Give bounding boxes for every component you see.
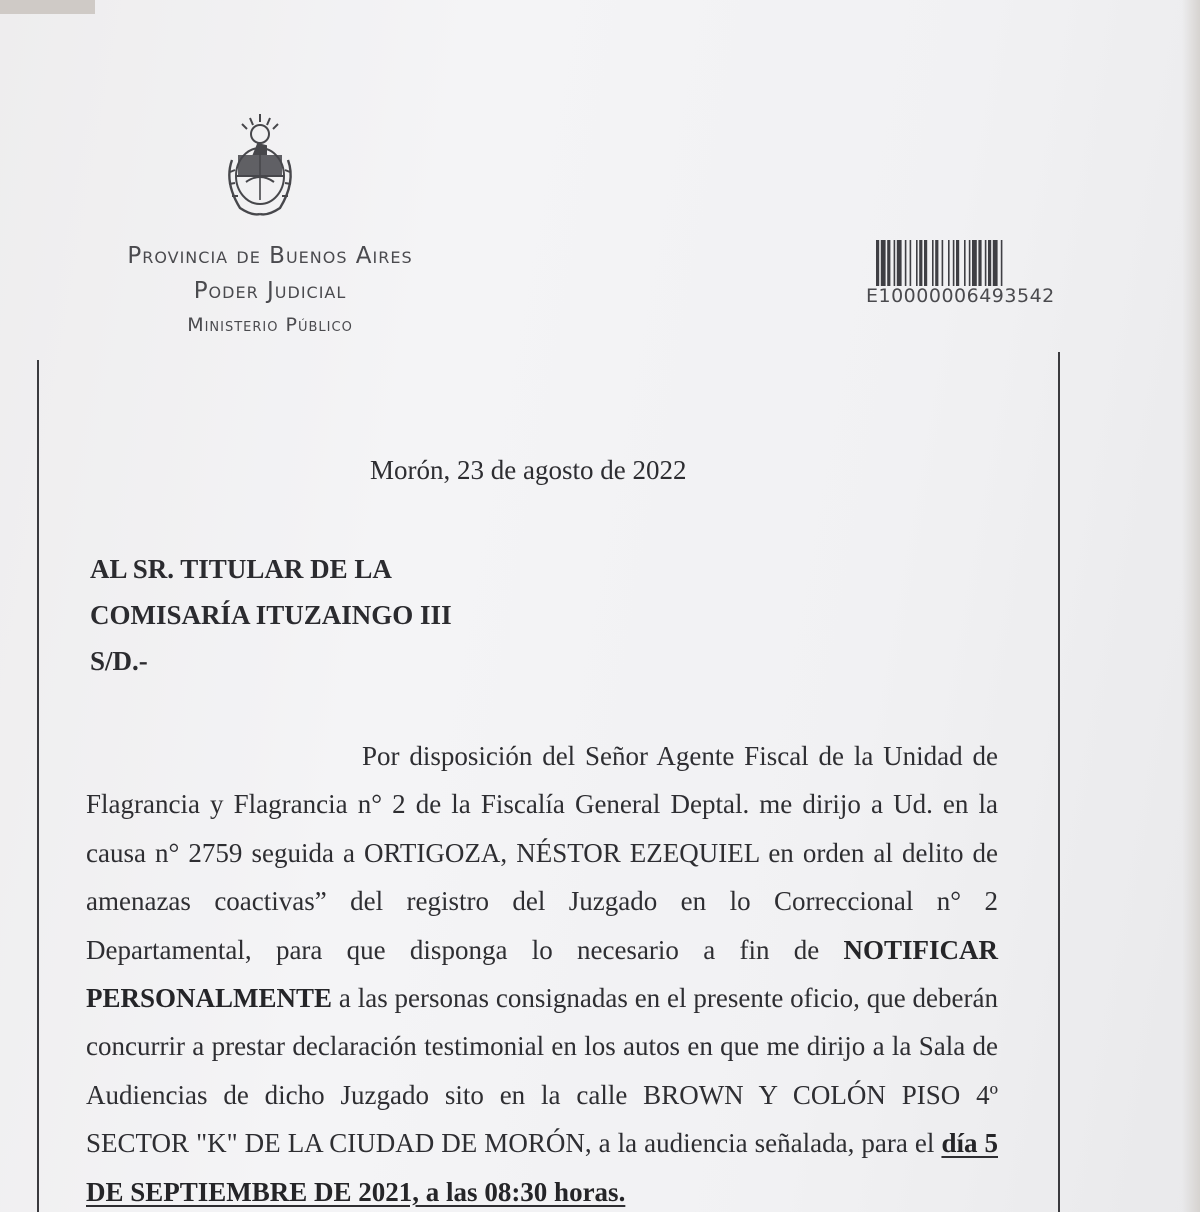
barcode-bar (956, 240, 959, 286)
body-text-part: a las personas consignadas en el presente oficio, que deberán concurrir a prestar declaración testimonial en los autos en que me dirijo a la Sala de Audiencias de dicho Juzgado sito en la calle BROWN Y COLÓN PISO 4º SECTOR "K" DE LA CIUDAD DE MORÓN, a la audiencia señalada, para el (86, 983, 998, 1159)
barcode-bar (972, 240, 977, 286)
barcode-bar (876, 240, 879, 286)
page-corner-shadow (0, 0, 95, 14)
barcode-bar (1001, 240, 1003, 286)
barcode-bar (988, 240, 991, 286)
letter-date: Morón, 23 de agosto de 2022 (370, 455, 687, 485)
body-text-part: Por disposición del Señor Agente Fiscal de la Unidad de Flagrancia y Flagrancia n° 2 de la Fiscalía General Deptal. me dirijo a Ud. en la causa n° 2759 seguida a ORTIGOZA, NÉSTOR EZEQUIEL en orden al delito de amenazas coactivas” del registro del Juzgado en lo Correccional n° 2 Departamental, para que disponga lo necesario a fin de (86, 741, 998, 965)
barcode-bar (964, 240, 966, 286)
barcode-bar (887, 240, 890, 286)
barcode-bar (924, 240, 927, 286)
right-margin-line (1058, 352, 1060, 1212)
barcode-bar (993, 240, 998, 286)
barcode-bar (953, 240, 955, 286)
barcode-bar (910, 240, 912, 286)
addressee-block (90, 546, 452, 684)
addressee-line: AL SR. TITULAR DE LA (90, 554, 392, 584)
header-judicial-power: Poder Judicial (193, 278, 347, 304)
letter-body (86, 732, 998, 1212)
barcode-number: E10000006493542 (866, 285, 1055, 307)
barcode-bar (985, 240, 987, 286)
page-edge-shadow (1182, 0, 1200, 1212)
barcode-bar (881, 240, 886, 286)
barcode-bar (919, 240, 922, 286)
barcode-bar (932, 240, 934, 286)
barcode-bar (897, 240, 902, 286)
header-province: Provincia de Buenos Aires (127, 243, 413, 269)
coat-of-arms-emblem (218, 110, 302, 218)
barcode-bar (905, 240, 907, 286)
barcode-bar (894, 240, 896, 286)
left-margin-line (37, 360, 39, 1212)
hearing-date-emphasis: día 5 DE SEPTIEMBRE DE 2021, a las 08:30 horas. (86, 1128, 998, 1207)
addressee-line: S/D.- (90, 646, 148, 676)
barcode-bar (916, 240, 918, 286)
header-public-ministry: Ministerio Público (187, 314, 353, 336)
barcode-bar (978, 240, 981, 286)
institution-header (60, 238, 480, 342)
addressee-line: COMISARÍA ITUZAINGO III (90, 600, 452, 630)
barcode-bar (935, 240, 938, 286)
barcode-bar (969, 240, 971, 286)
body-emphasis: NOTIFICAR PERSONALMENTE (86, 934, 998, 1014)
barcode-bar (948, 240, 950, 286)
barcode (876, 240, 1052, 286)
barcode-bar (942, 240, 944, 286)
